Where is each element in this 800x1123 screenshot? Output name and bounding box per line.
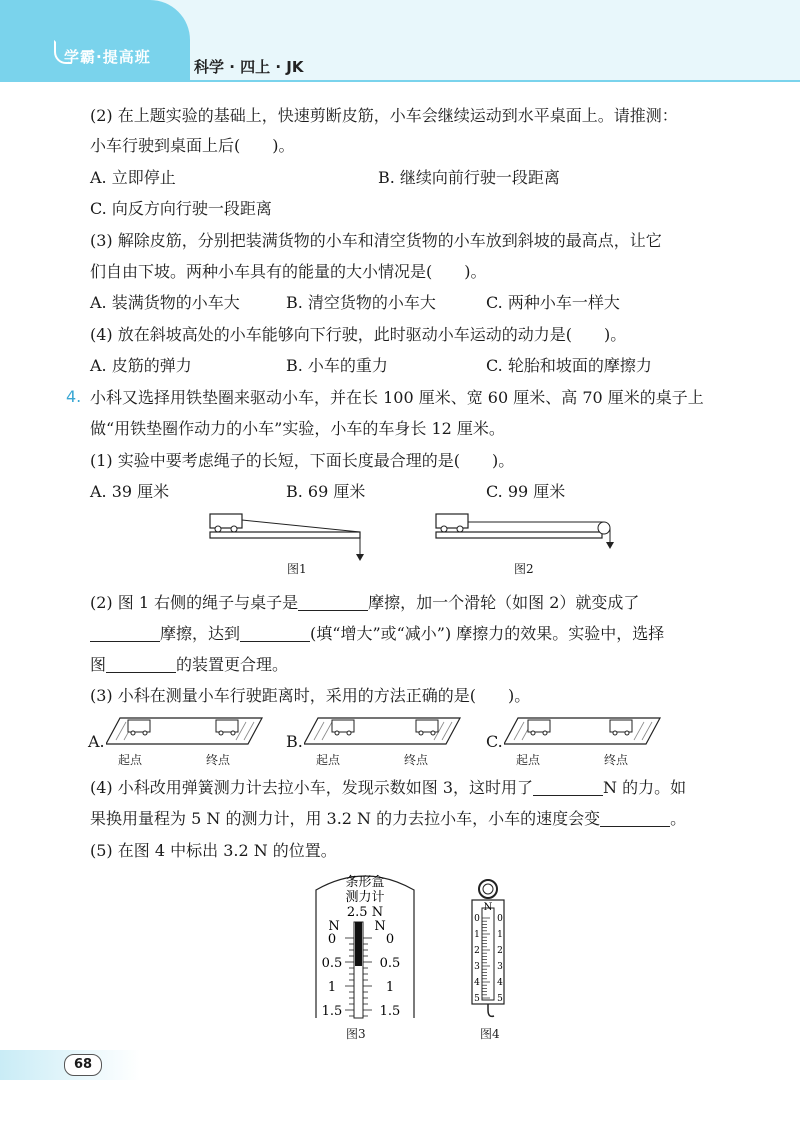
fig4-scale-label-right: 4 [497,978,503,988]
fig1-rope [242,520,360,532]
q4-p5-line: (5) 在图 4 中标出 3.2 N 的位置。 [90,841,337,860]
fig4-scale-label-right: 2 [497,946,503,956]
q4-number: 4. [66,387,82,406]
fig4-scale-label-right: 0 [497,914,503,924]
q4-p3-option-b[interactable]: B. [286,732,303,751]
fig1-car-body [210,514,242,528]
fig3-scale-label-right: 0 [385,932,395,947]
fig1-caption: 图1 [287,562,307,576]
q4-p3-board-b [304,714,464,750]
q4-p4-line2 [90,807,686,831]
q3-p4-option-c: C. 轮胎和坡面的摩擦力 [486,356,652,375]
fig4-scale-label-right: 5 [497,994,503,1004]
q4-p1-option-b: B. 69 厘米 [286,482,366,501]
fig2-car-body [436,514,468,528]
q3-p3-option-b: B. 清空货物的小车大 [286,293,436,312]
q4-p2-line3 [90,653,288,677]
fig2-car-wheel [441,526,447,532]
page-number: 68 [64,1054,102,1076]
q4-p4-text: (4) 小科改用弹簧测力计去拉小车，发现示数如图 3，这时用了 [90,778,534,797]
fig4-scale-label-left: 2 [474,946,480,956]
q4-p2-text: 摩擦，达到 [160,624,241,643]
q3-p4-option-b: B. 小车的重力 [286,356,388,375]
fig3-scale-label-right: 1 [385,980,395,995]
q3-p3-line2: 们自由下坡。两种小车具有的能量的大小情况是( )。 [90,262,487,281]
fig4-scale-label-left: 3 [474,962,480,972]
q3-p3-option-a: A. 装满货物的小车大 [90,293,240,312]
fig2-pulley [598,522,610,534]
fig1-weight-arrow [356,554,364,561]
q3-p2-option-b: B. 继续向前行驶一段距离 [378,168,560,187]
q4-p2-line2 [90,622,664,646]
answer-blank[interactable] [106,656,176,673]
fig4-unit: N [483,902,493,913]
q4-p4-line1 [90,776,686,800]
fig2-car-wheel [457,526,463,532]
fig1-table [210,532,360,538]
fig3-scale-label-left: 1 [327,980,337,995]
q4-stem-line2: 做“用铁垫圈作动力的小车”实验，小车的车身长 12 厘米。 [90,419,505,438]
board-b-end-label: 终点 [404,753,429,767]
fig3-unit-left: N [328,919,340,934]
q4-p1-option-a: A. 39 厘米 [90,482,170,501]
board-c-start-label: 起点 [516,753,541,767]
q4-p1-line: (1) 实验中要考虑绳子的长短，下面长度最合理的是( )。 [90,451,515,470]
fig3-unit-right: N [374,919,386,934]
q4-p1-option-c: C. 99 厘米 [486,482,566,501]
fig3-scale-label-right: 1.5 [379,1004,401,1019]
q3-p3-option-c: C. 两种小车一样大 [486,293,620,312]
subject-label: 科学 · 四上 · JK [194,58,304,76]
q4-p2-text: (填“增大”或“减小”) 摩擦力的效果。实验中，选择 [310,624,665,643]
brand-title: 学霸·提高班 [64,48,151,66]
q4-p2-text: 摩擦，加一个滑轮（如图 2）就变成了 [368,593,640,612]
figure-3-scale [310,868,420,1020]
answer-blank[interactable] [298,594,368,611]
q3-p2-option-c: C. 向反方向行驶一段距离 [90,199,272,218]
q3-p2-line2: 小车行驶到桌面上后( )。 [90,136,295,155]
q4-stem-line1: 小科又选择用铁垫圈来驱动小车，并在长 100 厘米、宽 60 厘米、高 70 厘米的桌子上 [90,388,704,407]
q4-p3-board-c [504,714,664,750]
q4-p2-text: 图 [90,655,107,674]
answer-blank[interactable] [240,625,310,642]
fig3-indicator-bar [355,922,362,966]
q4-p2-text: (2) 图 1 右侧的绳子与桌子是 [90,593,299,612]
q3-p4-option-a: A. 皮筋的弹力 [90,356,192,375]
q4-p3-board-a [106,714,266,750]
figure-4-dynamometer[interactable] [462,878,522,1020]
board-a-start-label: 起点 [118,753,143,767]
fig2-weight-arrow [606,542,614,549]
fig4-scale-label-right: 1 [497,930,503,940]
q4-p2-line1 [90,591,639,615]
header-divider [0,80,800,82]
figure-2-diagram [436,514,614,549]
figures-1-2 [200,506,630,566]
fig3-scale-label-left: 0.5 [321,956,343,971]
fig4-scale-label-left: 1 [474,930,480,940]
q4-p4-text: 果换用量程为 5 N 的测力计，用 3.2 N 的力去拉小车，小车的速度会变 [90,809,601,828]
fig4-caption: 图4 [480,1027,500,1041]
answer-blank[interactable] [600,810,670,827]
fig4-scale-label-left: 0 [474,914,480,924]
q4-p2-text: 的装置更合理。 [176,655,289,674]
q4-p4-text: N 的力。如 [603,778,687,797]
fig4-scale-label-right: 3 [497,962,503,972]
q4-p4-text: 。 [670,809,687,828]
board-b-start-label: 起点 [316,753,341,767]
q3-p2-option-a: A. 立即停止 [90,168,176,187]
header-tab [0,0,190,80]
fig3-scale-label-left: 1.5 [321,1004,343,1019]
fig3-top-line2: 测力计 [345,890,385,905]
fig3-caption: 图3 [346,1027,366,1041]
board-c-end-label: 终点 [604,753,629,767]
q4-p3-line: (3) 小科在测量小车行驶距离时，采用的方法正确的是( )。 [90,686,531,705]
fig3-range: 2.5 N [346,905,384,920]
q3-p3-line1: (3) 解除皮筋，分别把装满货物的小车和清空货物的小车放到斜坡的最高点，让它 [90,231,662,250]
q4-p3-option-c[interactable]: C. [486,732,503,751]
fig1-car-wheel [215,526,221,532]
board-a-end-label: 终点 [206,753,231,767]
q3-p4-line: (4) 放在斜坡高处的小车能够向下行驶，此时驱动小车运动的动力是( )。 [90,325,627,344]
fig3-scale-label-left: 0 [327,932,337,947]
fig1-car-wheel [231,526,237,532]
fig4-scale-label-left: 4 [474,978,480,988]
answer-blank[interactable] [90,625,160,642]
fig2-table [436,532,602,538]
fig3-scale-label-right: 0.5 [379,956,401,971]
fig2-caption: 图2 [514,562,534,576]
q4-p3-option-a[interactable]: A. [88,732,105,751]
fig3-top-line1: 条形盒 [345,875,385,890]
q3-p2-line1: (2) 在上题实验的基础上，快速剪断皮筋，小车会继续运动到水平桌面上。请推测： [90,106,678,125]
fig4-scale-label-left: 5 [474,994,480,1004]
figure-1-diagram [210,514,364,561]
answer-blank[interactable] [533,779,603,796]
fig4-hook-icon [488,1004,494,1016]
